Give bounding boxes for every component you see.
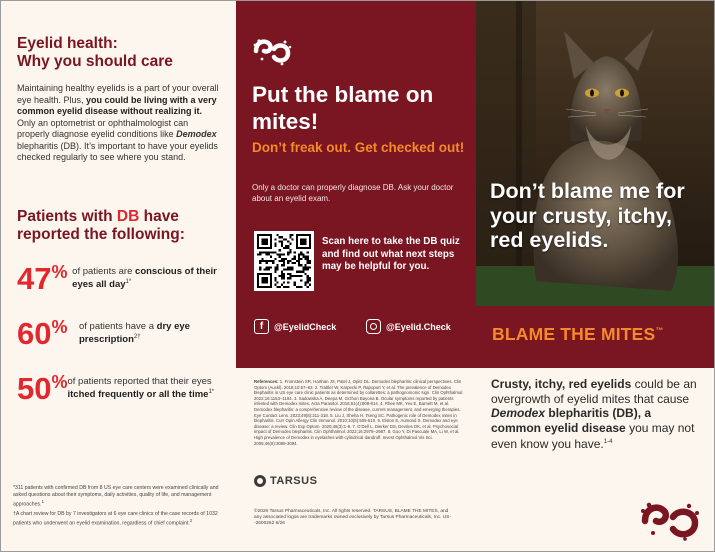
instagram-handle: @Eyelid.Check [386, 321, 451, 332]
instagram-icon [366, 319, 381, 334]
tarsus-logo-icon [254, 475, 266, 487]
mite-logo-icon [639, 497, 701, 541]
stat-footnote-ref: 2† [133, 334, 141, 340]
cat-photo [476, 1, 715, 306]
intro-text-a: Maintaining healthy eyelids is a part of your overall eye health. Plus, [17, 83, 219, 105]
maroon-panel [236, 1, 476, 368]
eyelid-health-heading [17, 35, 220, 71]
crusty-text-e: you may not even know you have. [491, 420, 695, 451]
footnote-2-text: †A chart review for DB by 7 investigators at 6 eye care clinics of the case records of 1032 patients who underwent an eyelid examination, regardless of chief complaint. [13, 511, 218, 527]
heading-line-1: Eyelid health: [17, 35, 118, 52]
crusty-demodex: Demodex [491, 406, 546, 420]
stat-footnote-ref: 1* [208, 389, 215, 395]
instagram-link[interactable] [366, 319, 451, 334]
intro-text-bold: you could be living with a very common eyelid disease without realizing it. [17, 94, 217, 116]
footnote-2 [13, 511, 225, 527]
references [254, 379, 464, 446]
stat-text-bold: itched frequently or all the time [67, 389, 209, 401]
stat-value: 60 [17, 315, 52, 351]
stat-percent: % [51, 261, 68, 282]
stat-text-plain: of patients are [72, 265, 136, 277]
scan-instructions: Scan here to take the DB quiz and find out what next steps may be helpful for you. [322, 236, 460, 272]
cat-image [476, 1, 715, 306]
crusty-ref: 1-4 [603, 439, 613, 445]
cat-caption: Don’t blame me for your crusty, itchy, red eyelids. [490, 179, 685, 252]
stat-item [17, 370, 220, 406]
stat-item [17, 260, 220, 296]
stat-text-plain: of patients have a [79, 320, 157, 332]
intro-text-c: Only an optometrist or ophthalmologist can properly diagnose eyelid conditions like [17, 117, 189, 139]
patients-reported-heading [17, 208, 220, 245]
blame-the-mites-banner [476, 306, 715, 368]
intro-text-e: blepharitis (DB). It’s important to have your eyelids checked regularly to see where you stand. [17, 140, 218, 162]
stat-description [68, 373, 221, 401]
stat-value: 50 [17, 370, 52, 406]
patients-heading-db: DB [116, 207, 140, 225]
footnote-2-ref: 2 [189, 517, 193, 523]
put-blame-title: Put the blame on mites! [252, 82, 434, 134]
stat-footnote-ref: 1* [125, 279, 132, 285]
patients-heading-a: Patients with [17, 207, 117, 225]
get-checked-subtitle: Don’t freak out. Get checked out! [252, 140, 465, 155]
tarsus-logo [254, 475, 317, 487]
footnotes [13, 485, 225, 527]
tarsus-wordmark: TARSUS [270, 475, 318, 487]
stat-percent: % [51, 371, 68, 392]
qr-code-icon [257, 234, 311, 288]
intro-paragraph [17, 83, 220, 164]
stat-text-bold: dry eye prescription [79, 320, 190, 346]
stat-number [17, 370, 68, 406]
stat-number [17, 315, 79, 351]
stat-percent: % [51, 316, 68, 337]
blame-the-mites-text [492, 324, 664, 345]
facebook-handle: @EyelidCheck [274, 321, 337, 332]
crusty-bold: Crusty, itchy, red eyelids [491, 377, 632, 391]
intro-text-demodex: Demodex [176, 129, 217, 139]
qr-code[interactable] [254, 231, 314, 291]
patients-heading-c: have reported the following: [17, 207, 185, 243]
footnote-1-text: *311 patients with confirmed DB from 8 US eye care centers were examined clinically and asked questions about their symptoms, daily activities, quality of life, and management approaches. [13, 485, 219, 508]
heading-line-2: Why you should care [17, 53, 173, 70]
stat-description [79, 318, 220, 346]
footnote-1 [13, 485, 225, 508]
references-body: 1. Fromstein SR, Harthan JS, Patel J, Opitz DL. Demodex blepharitis: clinical perspectives. Clin Optom (Auckl). 2018;10:57–63. 2. Trattler W, Karpecki P, Rapoport Y, et al. The prevalence of Demodex blepharitis in US eye care clinic patients as determined by collarettes: a pathognomonic sign. Clin Ophthalmol. 2022;16:1153–1164. 3. Sadowska A, Deepa M, Grzhon Bayona B. Ocular symptoms reported by patients infested with Demodex mites. Acta Parasitol. 2016;61(4):808-814. 4. Rhee MK, Yeu E, Barnett M, et al. Demodex blepharitis: a comprehensive review of the disease, current management, and emerging therapies. Eye Contact Lens. 2023;49(8):311-318. 5. Liu J, Sheha H, Tseng SC. Pathogenic role of Demodex mites in blepharitis. Curr Opin Allergy Clin Immunol. 2010;10(5):505-510. 6. Elston E, Aumond S. Demodex and eye disease: a review. Clin Exp Optom. 2020;46(3):1-9. 7. O’Dell L, Dierker DS, Devries DK, et al. Psychosocial impact of Demodex blepharitis. Clin Ophthalmol. 2022;16:2979–2987. 8. Goo Y, Di Pascuale MA, Li W, et al. High prevalence of Demodex in eyelashes with cylindrical dandruff. Invest Ophthalmol Vis Sci. 2005;46(9):3089-3094. [254, 379, 464, 446]
crusty-text-b: could be an overgrowth of eyelid mites that cause [491, 377, 697, 406]
crusty-paragraph [491, 377, 701, 452]
left-panel [1, 1, 236, 552]
facebook-icon: f [254, 319, 269, 334]
footnote-1-ref: 1 [41, 498, 44, 504]
blame-text: BLAME THE MITES [492, 324, 656, 344]
facebook-link[interactable] [254, 319, 336, 334]
crusty-bold-d: blepharitis (DB), a common eyelid disease [491, 406, 652, 435]
stat-value: 47 [17, 260, 52, 296]
mite-logo-icon [252, 35, 292, 67]
stat-number [17, 260, 72, 296]
stat-description [72, 263, 220, 291]
stat-text-plain: of patients reported that their eyes [67, 375, 212, 387]
stat-text-bold: conscious of their eyes all day [72, 265, 217, 291]
references-label: References: [254, 379, 280, 384]
doctor-note: Only a doctor can properly diagnose DB. Ask your doctor about an eyelid exam. [252, 183, 454, 203]
stat-item [17, 315, 220, 351]
copyright: ©2026 Tarsus Pharmaceuticals, Inc. All rights reserved. TARSUS, BLAME THE MITES, and any associated logos are trademarks owned exclusively by Tarsus Pharmaceuticals, Inc. US--2600262 6/26 [254, 509, 451, 527]
trademark: ™ [655, 326, 664, 336]
